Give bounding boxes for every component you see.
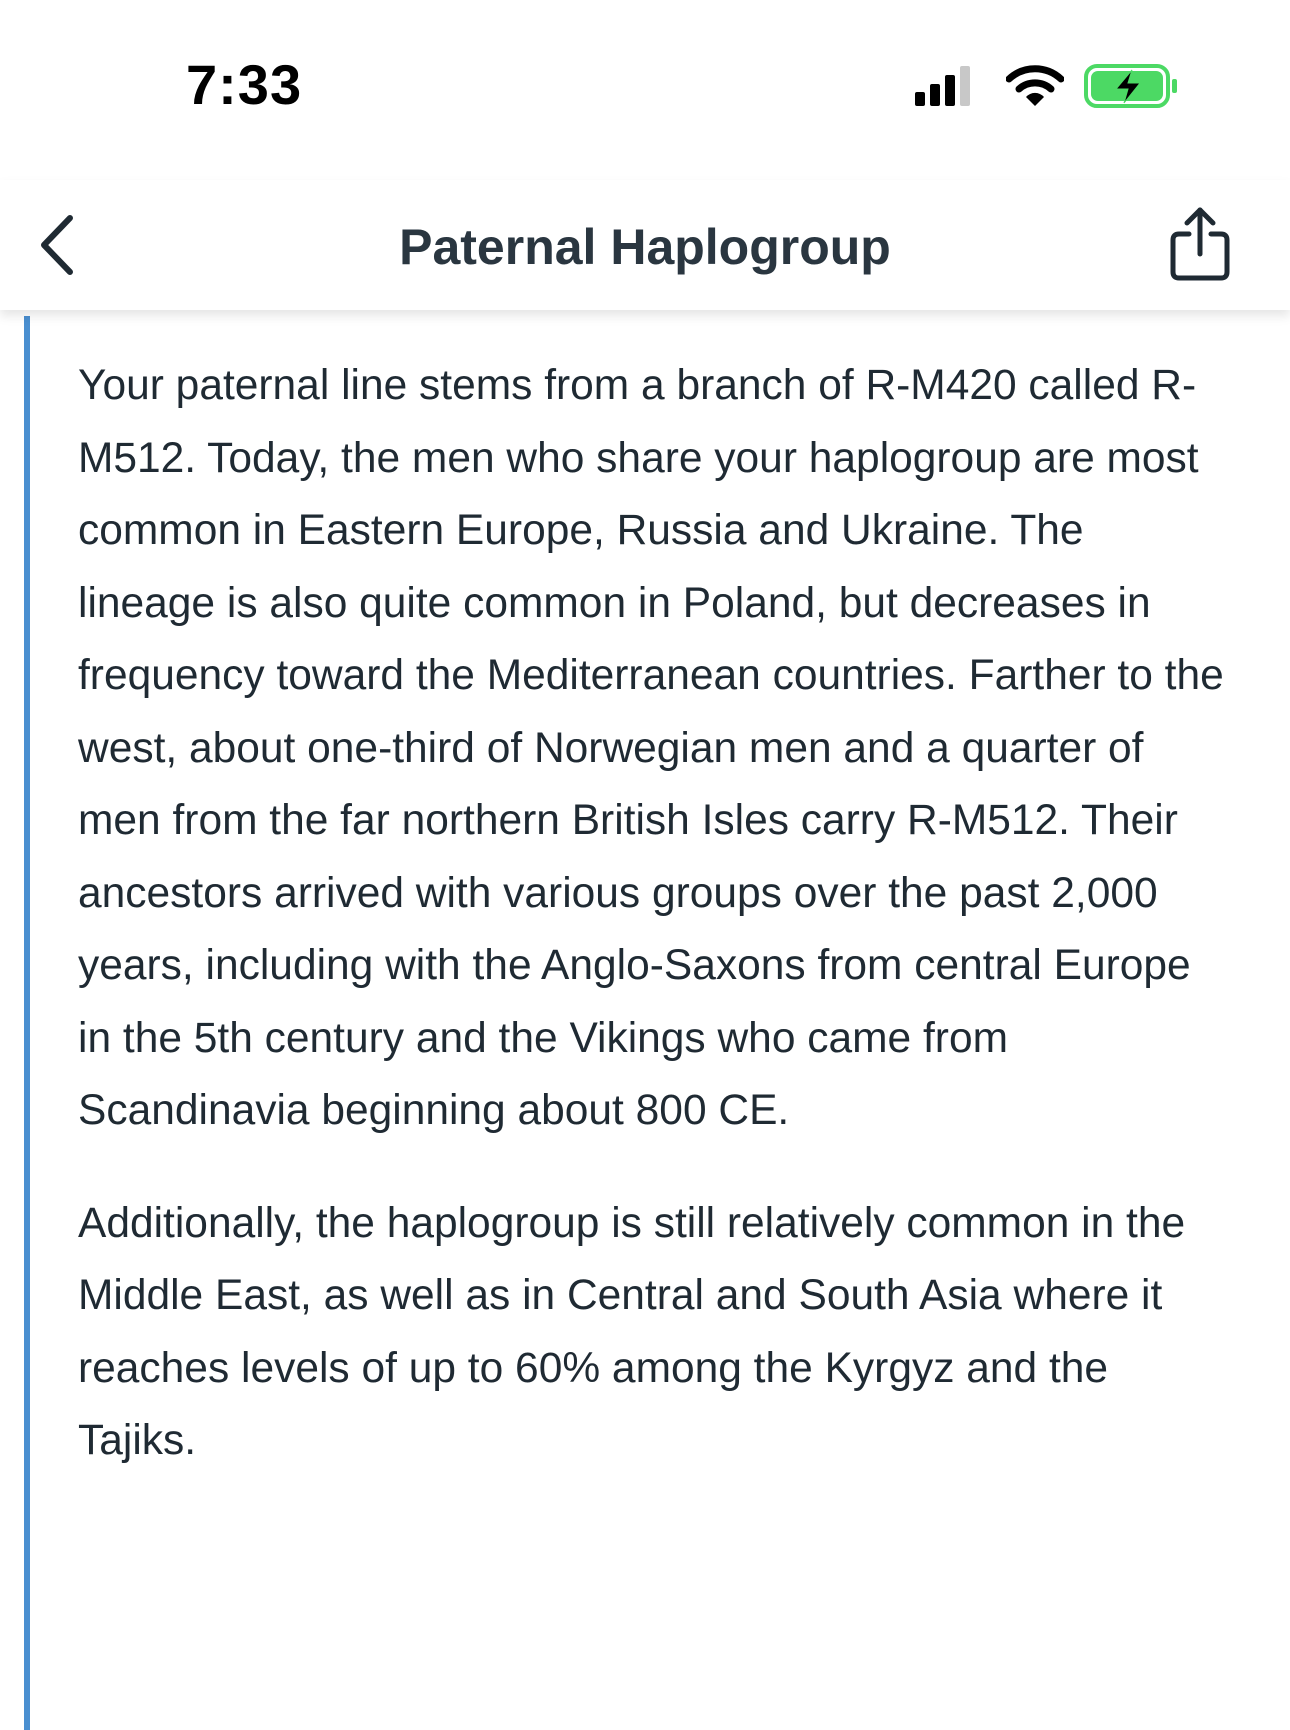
page-title: Paternal Haplogroup xyxy=(399,219,891,275)
status-bar xyxy=(0,0,1290,180)
battery-charging-icon xyxy=(1083,62,1179,110)
share-button[interactable] xyxy=(1165,204,1235,284)
cellular-signal-icon xyxy=(915,64,971,108)
quote-accent-bar xyxy=(24,316,30,1730)
paragraph: Your paternal line stems from a branch of R-M420 called R-M512. Today, the men who share your haplogroup are most common in Eastern Europe, Russia and Ukraine. The lineage is also quite common in Poland, but decreases in frequency toward the Mediterranean countries. Farther to the west, about one-third of Norwegian men and a quarter of men from the far northern British Isles carry R-M512. Their ancestors arrived with various groups over the past 2,000 years, including with the Anglo-Saxons from central Europe in the 5th century and the Vikings who came from Scandinavia beginning about 800 CE. xyxy=(78,362,1224,1134)
content-area[interactable] xyxy=(0,310,1290,1724)
haplogroup-description xyxy=(78,350,1228,1518)
wifi-icon xyxy=(1006,64,1064,108)
paragraph: Additionally, the haplogroup is still relatively common in the Middle East, as well as in Central and South Asia where it reaches levels of up to 60% among the Kyrgyz and the Tajiks. xyxy=(78,1199,1186,1464)
nav-bar xyxy=(0,180,1290,310)
status-time: 7:33 xyxy=(186,53,303,116)
share-icon xyxy=(1165,204,1235,284)
